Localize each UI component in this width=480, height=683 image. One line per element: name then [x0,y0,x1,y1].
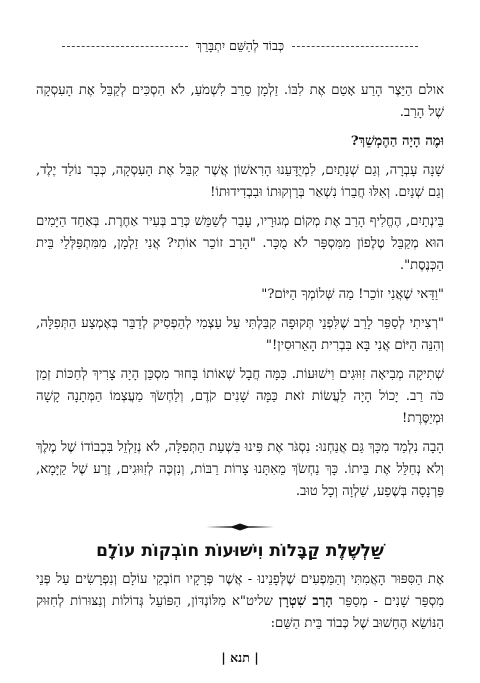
paragraph-question: וּמֶה הָיָה הַהֶמְשֵׁךְ? [350,134,444,149]
section-intro-text-b: שליט"א מִלּוֹנְדּוֹן, הַפּוֹעֵל גְּדוֹלוֹת וְנִצּוּרוֹת לְחִזּוּק הַנּוֹשֵׂא הֶחָשׁוּב שֶׁל כְּבוֹד בֵּית הַשֵּׁם: [36,594,444,631]
header-rule-left [62,46,188,47]
header-rule-right [292,46,418,47]
section-title: שַׁלְשֶׁלֶת קַבָּלוֹת וִישׁוּעוֹת חוֹבְקוֹת עוֹלָם [96,541,384,561]
paragraph-7: שְׁתִיקָה מְבִיאָה זִוּוּגִים וִישׁוּעוֹת. כַּמָּה חֲבָל שֶׁאוֹתוֹ בָּחוּר מִסְכֵּן הָיָה צָרִיךְ לְחַכּוֹת זְמַן כֹּה רַב. יָכוֹל הָיָה לַעֲשׂוֹת זֹאת כַּמָּה שָׁנִים קֹדֶם, וְלַחְשֹׂךְ מַעֲצְמוֹ הַמְּתָנָה קָשָׁה וּמְיַסֶּרֶת! [36,367,444,426]
page-number: | תנא | [221,650,259,665]
paragraph-1: אולם הַיֵּצֶר הָרַע אָטַם אֶת לִבּוֹ. זַלְמָן סֵרֵב לִשְׁמֹעַ, לֹא הִסְכִּים לְקַבֵּל אֶת הָעִסְקָה שֶׁל הָרַב. [36,83,444,120]
ornament-divider [206,522,274,532]
story-body [36,80,444,510]
paragraph-3: שָׁנָה עָבְרָה, וְגַם שְׁנָתַיִם, לִמְיֻדָּעֵנוּ הָרִאשׁוֹן אֲשֶׁר קִבֵּל אֶת הָעִסְקָה, כְּבָר נוֹלַד יֶלֶד, וְגַם שְׁנַיִם. וְאִלּוּ חֲבֵרוֹ נִשְׁאַר בְּרַוְקוּתוֹ וּבִבְדִידוּתוֹ! [36,163,444,200]
paragraph-6: "רְצִיתִי לְסַפֵּר לָרַב שֶׁלִּפְנֵי תְּקוּפָה קִבַּלְתִּי עַל עַצְמִי לְהַפְסִיק לְדַבֵּר בְּאֶמְצַע הַתְּפִלָּה, וְהִנֵּה הַיּוֹם אֲנִי בָּא בִּבְרִית הָאֵרוּסִין!" [36,316,444,353]
paragraph-4: בֵּינְתַיִם, הֶחֱלִיף הָרַב אֶת מְקוֹם מְגוּרָיו, עָבַר לְשַׁמֵּשׁ כְּרַב בְּעִיר אַחֶרֶת. בְּאַחַד הַיָּמִים הוּא מְקַבֵּל טֶלֶפוֹן מִמִּסְפָּר לֹא מֻכָּר. "הָרַב זוֹכֵר אוֹתִי? אֲנִי זַלְמָן, מִמִּתְפַּלְּלֵי בֵּית הַכְּנֶסֶת". [36,214,444,273]
paragraph-8: הָבָה נִלְמַד מִכָּךְ גַּם אֲנַחְנוּ: נִסְגֹּר אֶת פִּינוּ בִּשְׁעַת הַתְּפִלָּה, לֹא נְזַלְזֵל בִּכְבוֹדוֹ שֶׁל מֶלֶךְ וְלֹא נְחַלֵּל אֶת בֵּיתוֹ. כָּךְ נַחְשֹׂךְ מֵאִתָּנוּ צָרוֹת רַבּוֹת, וְנִזְכֶּה לְזִוּוּגִים, זֶרַע שֶׁל קַיָּמָא, פַּרְנָסָה בְּשֶׁפַע, שַׁלְוָה וְכָל טוּב. [36,440,444,499]
section-intro-text-a: אֶת הַסִּפּוּר הָאֲמִתִּי וְהַמַּפְעִים שֶׁלְּפָנֵינוּ - אֲשֶׁר פְּרָקָיו חוֹבְקֵי עוֹלָם וְנִפְרָשִׂים עַל פְּנֵי מִסְפַּר שָׁנִים - מְסַפֵּר [36,572,445,609]
paragraph-5: "וַדַּאי שֶׁאֲנִי זוֹכֵר! מַה שְּׁלוֹמְךָ הַיּוֹם?" [261,287,444,302]
section-intro-author: הָרַב שִׁטְרָן [278,594,333,609]
header-title: כְּבוֹד לְהַשֵּׁם יִתְבָּרֵךְ [195,38,285,53]
section-intro [36,569,444,635]
running-header [62,38,418,54]
